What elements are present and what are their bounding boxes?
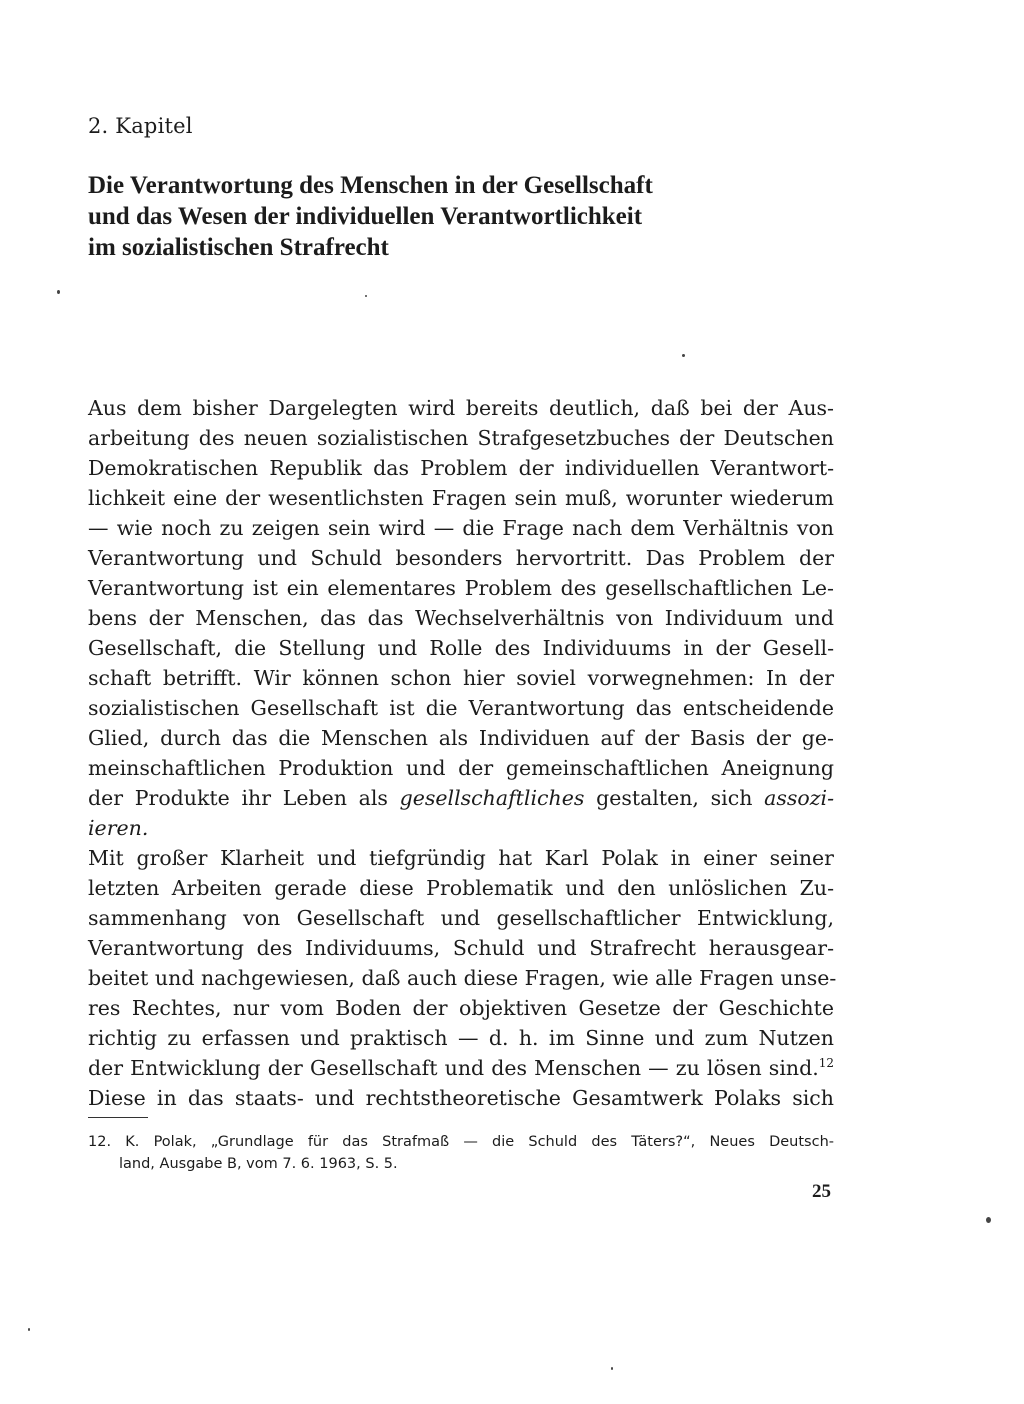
body-line-21: res Rechtes, nur vom Boden der objektiven Gesetze der Geschichte <box>88 996 834 1020</box>
footnote-reference: 12 <box>818 1056 834 1071</box>
body-line-1: Aus dem bisher Dargelegten wird bereits deutlich, daß bei der Aus- <box>88 396 834 420</box>
body-line-11: sozialistischen Gesellschaft ist die Verantwortung das entscheidende <box>88 696 834 720</box>
title-line-1: Die Verantwortung des Menschen in der Gesellschaft <box>88 172 653 199</box>
scan-speck <box>28 1328 30 1331</box>
body-line-18: sammenhang von Gesellschaft und gesellschaftlicher Entwicklung, <box>88 906 834 930</box>
chapter-label: 2. Kapitel <box>88 114 193 138</box>
title-line-3: im sozialistischen Strafrecht <box>88 234 389 261</box>
scan-speck <box>57 290 60 294</box>
footnote-line-2: land, Ausgabe B, vom 7. 6. 1963, S. 5. <box>119 1156 398 1172</box>
body-line-20: beitet und nachgewiesen, daß auch diese Fragen, wie alle Fragen unse- <box>88 966 837 990</box>
body-line-14-c: gestalten, sich <box>584 786 765 810</box>
emphasis-assoziieren-part1: assozi- <box>764 786 834 810</box>
body-line-8: bens der Menschen, das das Wechselverhältnis von Individuum und <box>88 606 834 630</box>
page-number: 25 <box>812 1181 831 1202</box>
emphasis-gesellschaftliches: gesellschaftliches <box>399 786 585 810</box>
body-line-23-text: der Entwicklung der Gesellschaft und des Menschen — zu lösen sind. <box>88 1056 819 1080</box>
body-line-9: Gesellschaft, die Stellung und Rolle des Individuums in der Gesell- <box>88 636 834 660</box>
body-line-7: Verantwortung ist ein elementares Problem des gesellschaftlichen Le- <box>88 576 834 600</box>
body-line-4: lichkeit eine der wesentlichsten Fragen sein muß, worunter wiederum <box>88 486 834 510</box>
body-line-16: Mit großer Klarheit und tiefgründig hat Karl Polak in einer seiner <box>88 846 834 870</box>
body-line-24: Diese in das staats- und rechtstheoretische Gesamtwerk Polaks sich <box>88 1086 834 1110</box>
body-line-23 <box>88 1053 834 1083</box>
body-line-19: Verantwortung des Individuums, Schuld und Strafrecht herausgear- <box>88 936 834 960</box>
body-line-14-a: der Produkte ihr Leben als <box>88 786 400 810</box>
scan-speck <box>682 354 685 357</box>
body-line-13: meinschaftlichen Produktion und der gemeinschaftlichen Aneignung <box>88 756 834 780</box>
body-line-10: schaft betrifft. Wir können schon hier soviel vorwegnehmen: In der <box>88 666 834 690</box>
emphasis-assoziieren-part2: ieren. <box>88 816 149 840</box>
footnote-line-1: 12. K. Polak, „Grundlage für das Strafmaß — die Schuld des Täters?“, Neues Deutsch- <box>88 1134 834 1150</box>
body-line-5: — wie noch zu zeigen sein wird — die Frage nach dem Verhältnis von <box>88 516 834 540</box>
body-line-2: arbeitung des neuen sozialistischen Strafgesetzbuches der Deutschen <box>88 426 834 450</box>
scan-speck <box>611 1367 613 1370</box>
body-line-12: Glied, durch das die Menschen als Individuen auf der Basis der ge- <box>88 726 834 750</box>
body-line-6: Verantwortung und Schuld besonders hervortritt. Das Problem der <box>88 546 834 570</box>
footnote-divider <box>88 1117 148 1118</box>
body-line-3: Demokratischen Republik das Problem der individuellen Verantwort- <box>88 456 834 480</box>
scan-speck <box>365 295 367 297</box>
title-line-2: und das Wesen der individuellen Verantwortlichkeit <box>88 203 643 230</box>
body-line-17: letzten Arbeiten gerade diese Problematik und den unlöslichen Zu- <box>88 876 834 900</box>
body-line-14 <box>88 783 834 813</box>
chapter-title <box>88 170 808 263</box>
body-line-22: richtig zu erfassen und praktisch — d. h. im Sinne und zum Nutzen <box>88 1026 834 1050</box>
scan-speck <box>986 1217 991 1223</box>
